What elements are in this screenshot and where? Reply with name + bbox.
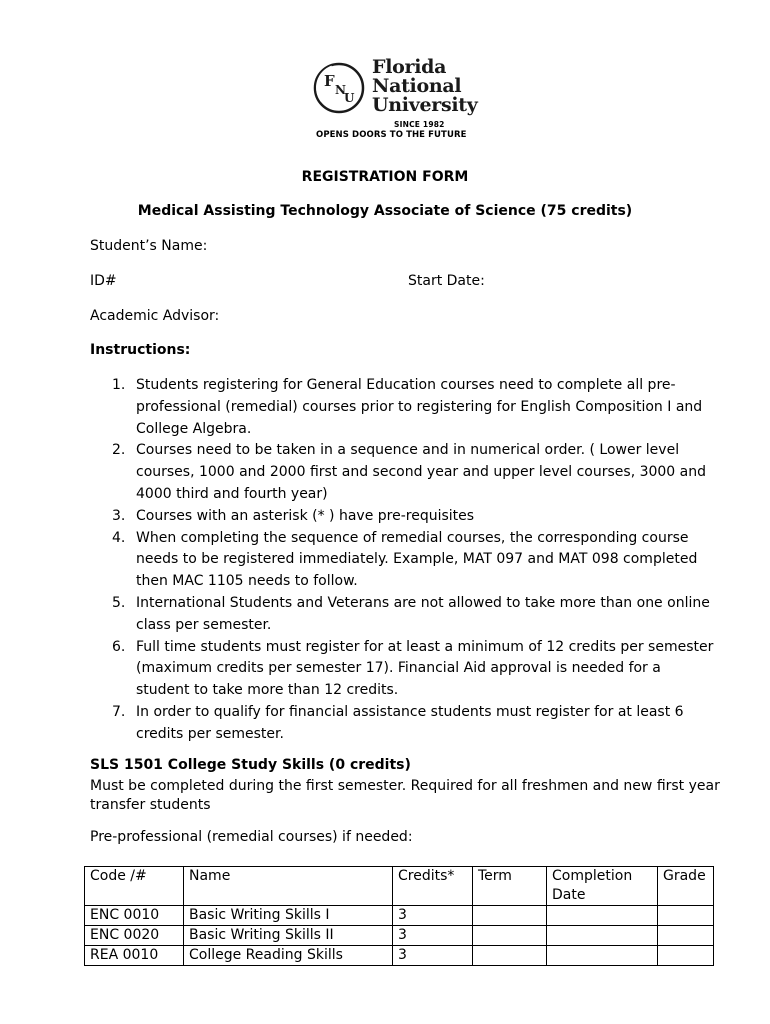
cell-name: College Reading Skills <box>184 946 393 966</box>
id-label: ID# <box>90 273 117 289</box>
cell-code: REA 0010 <box>85 946 184 966</box>
instruction-text: Courses with an asterisk (* ) have pre-requisites <box>136 507 475 524</box>
table-row <box>85 926 714 946</box>
header-credits: Credits* <box>393 867 473 906</box>
form-title: REGISTRATION FORM <box>301 169 469 185</box>
svg-text:F: F <box>324 72 335 90</box>
header-completion-date: Completion Date <box>547 867 658 906</box>
academic-advisor-label: Academic Advisor: <box>90 308 220 324</box>
cell-credits: 3 <box>393 906 473 926</box>
instruction-item: 1. Students registering for General Education courses need to complete all pre-professional (remedial) courses prior to registering for English Composition I and College Algebra. <box>112 377 703 437</box>
cell-code: ENC 0020 <box>85 926 184 946</box>
cell-credits: 3 <box>393 946 473 966</box>
fnu-seal-icon <box>312 61 366 115</box>
header-term: Term <box>473 867 547 906</box>
cell-grade[interactable] <box>658 946 714 966</box>
sls-heading: SLS 1501 College Study Skills (0 credits) <box>90 757 411 773</box>
cell-credits: 3 <box>393 926 473 946</box>
table-row <box>85 906 714 926</box>
cell-completion-date[interactable] <box>547 926 658 946</box>
instruction-text: Students registering for General Education courses need to complete all pre-professional (remedial) courses prior to registering for English Composition I and College Algebra. <box>136 377 703 437</box>
cell-completion-date[interactable] <box>547 906 658 926</box>
sls-description: Must be completed during the first semester. Required for all freshmen and new first year transfer students <box>90 778 720 813</box>
instruction-text: When completing the sequence of remedial courses, the corresponding course needs to be registered immediately. Example, MAT 097 and MAT 098 completed then MAC 1105 needs to follow. <box>136 529 698 590</box>
cell-term[interactable] <box>473 926 547 946</box>
logo-tagline: OPENS DOORS TO THE FUTURE <box>316 130 467 140</box>
cell-completion-date[interactable] <box>547 946 658 966</box>
instruction-item: 5. International Students and Veterans are not allowed to take more than one online class per semester. <box>112 594 710 633</box>
cell-grade[interactable] <box>658 906 714 926</box>
logo-line-2: National <box>372 75 462 97</box>
instruction-text: Full time students must register for at least a minimum of 12 credits per semester (maximum credits per semester 17). Financial Aid approval is needed for a student to take more than 12 credits. <box>136 638 714 699</box>
preprofessional-courses-table <box>84 866 714 966</box>
logo-university-name <box>372 58 477 115</box>
logo-since: SINCE 1982 <box>394 120 445 129</box>
cell-name: Basic Writing Skills I <box>184 906 393 926</box>
header-name: Name <box>184 867 393 906</box>
table-row <box>85 946 714 966</box>
svg-text:U: U <box>344 91 355 105</box>
header-grade: Grade <box>658 867 714 906</box>
program-title: Medical Assisting Technology Associate of Science (75 credits) <box>137 203 633 219</box>
student-name-label: Student’s Name: <box>90 238 208 254</box>
instruction-item: 2. Courses need to be taken in a sequence and in numerical order. ( Lower level courses, 1000 and 2000 first and second year and upper level courses, 3000 and 4000 third and fourth year) <box>112 442 707 502</box>
start-date-label: Start Date: <box>408 273 485 289</box>
instruction-item: 3. Courses with an asterisk (* ) have pre-requisites <box>112 507 475 524</box>
instruction-item: 4. When completing the sequence of remedial courses, the corresponding course needs to be registered immediately. Example, MAT 097 and MAT 098 completed then MAC 1105 needs to follow. <box>112 529 698 590</box>
instruction-text: Courses need to be taken in a sequence and in numerical order. ( Lower level courses, 1000 and 2000 first and second year and upper level courses, 3000 and 4000 third and fourth year) <box>136 442 707 502</box>
cell-term[interactable] <box>473 946 547 966</box>
cell-term[interactable] <box>473 906 547 926</box>
logo-line-3: University <box>372 94 478 116</box>
fnu-logo <box>312 58 492 142</box>
header-code: Code /# <box>85 867 184 906</box>
logo-line-1: Florida <box>372 56 447 78</box>
preprofessional-label: Pre-professional (remedial courses) if needed: <box>90 829 413 845</box>
cell-name: Basic Writing Skills II <box>184 926 393 946</box>
instructions-list <box>112 375 716 746</box>
instruction-text: International Students and Veterans are not allowed to take more than one online class per semester. <box>136 594 710 633</box>
table-header-row <box>85 867 714 906</box>
cell-grade[interactable] <box>658 926 714 946</box>
instructions-heading: Instructions: <box>90 342 191 358</box>
instruction-item: 7. In order to qualify for financial assistance students must register for at least 6 credits per semester. <box>112 703 684 742</box>
instruction-item: 6. Full time students must register for at least a minimum of 12 credits per semester (maximum credits per semester 17). Financial Aid approval is needed for a student to take more than 12 credits. <box>112 638 714 699</box>
instruction-text: In order to qualify for financial assistance students must register for at least 6 credits per semester. <box>136 703 684 742</box>
cell-code: ENC 0010 <box>85 906 184 926</box>
svg-text:N: N <box>335 83 346 97</box>
